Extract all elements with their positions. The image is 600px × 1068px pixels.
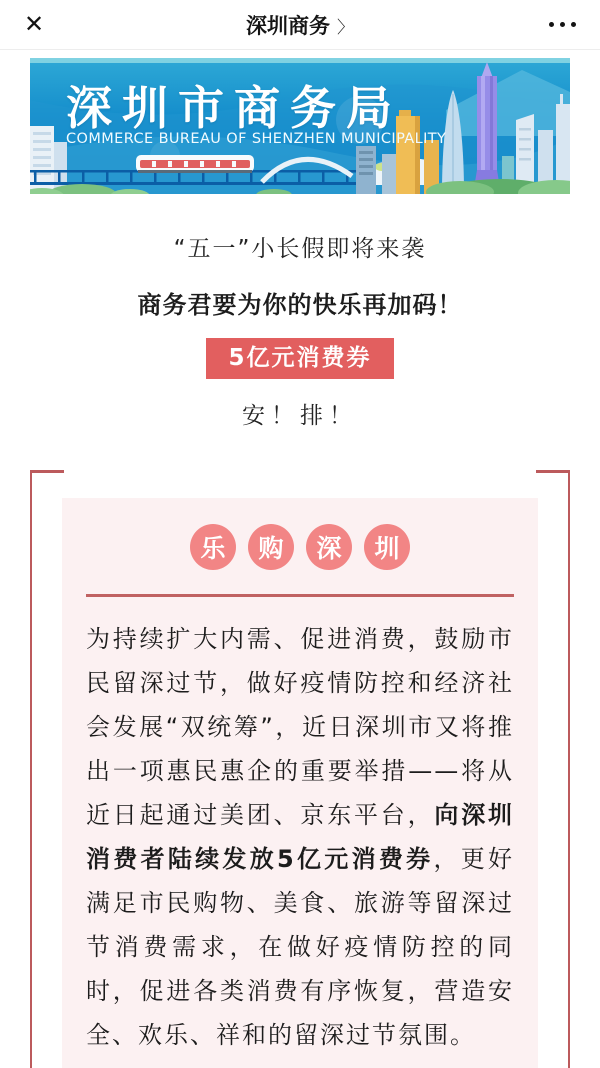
topbar (0, 0, 600, 50)
intro-line-1: “五一”小长假即将来袭 (173, 236, 427, 262)
badge-char: 圳 (364, 524, 410, 570)
official-account-title[interactable] (246, 10, 354, 40)
section-divider (86, 594, 514, 597)
paragraph-segment: 为持续扩大内需、促进消费，鼓励市民留深过节，做好疫情防控和经济社会发展“双统筹”，近日深圳市又将推出一项惠民惠企的重要举措——将从近日起通过美团、京东平台， (86, 625, 514, 830)
paragraph-segment-bold: 向深圳消费者陆续发放5亿元消费券 (86, 801, 515, 874)
more-dot-icon (571, 22, 576, 27)
article-frame (30, 470, 570, 1068)
intro-line-2: 商务君要为你的快乐再加码！ (137, 291, 463, 319)
close-icon[interactable]: ✕ (24, 10, 45, 38)
more-dot-icon (560, 22, 565, 27)
badge-char: 购 (248, 524, 294, 570)
banner-image[interactable] (30, 58, 570, 194)
more-menu-button[interactable] (547, 16, 578, 33)
article-panel (62, 498, 538, 1068)
frame-corner-left (32, 470, 64, 473)
banner-title: 深圳市商务局 (66, 81, 402, 135)
badge-char: 乐 (190, 524, 236, 570)
intro-section (0, 194, 600, 430)
badge-char: 深 (306, 524, 352, 570)
intro-line-3: 安！排！ (242, 403, 358, 430)
page-title: 深圳商务 (246, 13, 330, 38)
banner-subtitle: COMMERCE BUREAU OF SHENZHEN MUNICIPALITY (66, 131, 447, 147)
coupon-amount-badge: 5亿元消费券 (206, 338, 393, 379)
paragraph-segment: ，更好满足市民购物、美食、旅游等留深过节消费需求，在做好疫情防控的同时，促进各类消费有序恢复，营造安全、欢乐、祥和的留深过节氛围。 (86, 845, 515, 1050)
legou-shenzhen-badges (86, 524, 514, 570)
article-paragraph (86, 617, 514, 1057)
chevron-right-icon: 〉 (337, 18, 354, 38)
more-dot-icon (549, 22, 554, 27)
frame-corner-right (536, 470, 568, 473)
